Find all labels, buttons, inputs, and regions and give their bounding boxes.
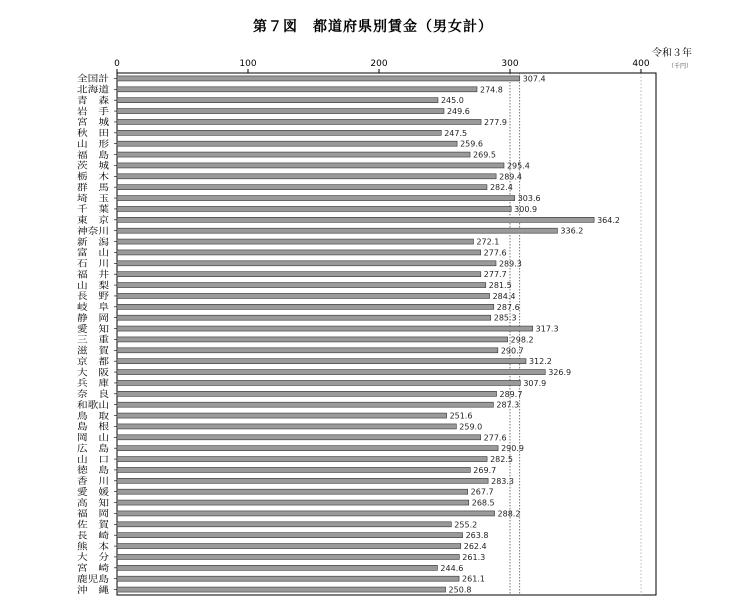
category-label: 茨 城 [77,161,105,172]
category-label: 京 都 [77,357,105,368]
category-label: 栃 木 [77,172,105,183]
bar [117,457,487,462]
bar [117,587,446,592]
category-label: 群 馬 [77,183,105,194]
bar [117,402,493,407]
bar [117,76,520,81]
category-label: 福 岡 [77,509,105,520]
bar [117,283,486,288]
category-label: 兵 庫 [77,379,105,390]
category-label: 東 京 [77,216,105,227]
value-label: 282.4 [489,183,513,193]
value-label: 287.6 [496,302,520,312]
bar [117,130,441,135]
bar [117,370,545,375]
bar [117,380,520,385]
value-label: 290.7 [500,346,524,356]
value-label: 244.6 [440,563,464,573]
category-label: 神奈川 [77,226,105,237]
bar [117,337,508,342]
category-label: 岩 手 [77,107,105,118]
category-label: 山 形 [77,139,105,150]
bar [117,217,594,222]
category-label: 福 島 [77,150,105,161]
bar [117,576,459,581]
bar [117,304,494,309]
category-label: 福 井 [77,270,105,281]
value-label: 277.6 [483,248,507,258]
category-label: 大 分 [77,553,105,564]
bar [117,87,477,92]
category-label: 高 知 [77,498,105,509]
category-label: 徳 島 [77,466,105,477]
value-label: 336.2 [560,226,584,236]
bar [117,141,457,146]
value-label: 268.5 [471,498,495,508]
category-label: 広 島 [77,444,105,455]
value-label: 285.3 [493,313,517,323]
bar [117,554,459,559]
value-label: 261.1 [462,574,485,584]
bar [117,489,468,494]
bar [117,533,463,538]
bar [117,315,491,320]
bar [117,413,447,418]
category-label: 愛 媛 [77,487,105,498]
bar [117,424,456,429]
bar [117,293,490,298]
category-label: 岡 山 [77,433,105,444]
unit-label: （千円） [667,63,692,70]
x-tick-label: 100 [239,59,257,69]
value-label: 303.6 [517,194,541,204]
value-label: 259.6 [460,139,483,149]
category-label: 青 森 [77,96,105,107]
value-label: 249.6 [446,107,470,117]
bar [117,522,451,527]
category-label: 奈 良 [77,390,105,401]
value-label: 307.9 [523,378,547,388]
bar [117,435,481,440]
value-label: 289.3 [498,259,522,269]
value-label: 269.7 [473,465,497,475]
value-label: 269.5 [473,150,496,160]
bar [117,163,504,168]
value-label: 289.4 [499,172,523,182]
value-label: 283.3 [491,476,515,486]
category-label: 長 崎 [77,531,105,542]
value-label: 307.4 [522,74,546,84]
bar [117,250,481,255]
bar [117,228,557,233]
value-label: 312.2 [528,357,552,367]
value-label: 250.8 [448,585,472,595]
bar [117,239,473,244]
category-label: 鳥 取 [77,411,105,422]
value-label: 288.2 [497,509,521,519]
category-label: 全国計 [77,74,105,85]
category-label: 三 重 [77,335,105,346]
bar [117,467,470,472]
category-label: 富 山 [77,248,105,259]
value-label: 255.2 [454,520,478,530]
value-label: 282.5 [490,455,513,465]
bar [117,565,437,570]
value-label: 274.8 [479,85,503,95]
plot-frame [117,73,656,595]
bar [117,109,444,114]
category-label: 岐 阜 [77,303,105,314]
value-label: 289.7 [499,389,523,399]
value-label: 263.8 [465,531,489,541]
value-label: 298.2 [510,335,534,345]
value-label: 300.9 [514,204,538,214]
category-label: 静 岡 [77,313,105,324]
x-tick-label: 300 [501,59,519,69]
value-label: 277.7 [483,270,507,280]
category-label: 石 川 [77,259,105,270]
x-tick-label: 200 [370,59,388,69]
value-label: 284.4 [492,291,516,301]
bar [117,544,461,549]
category-label: 宮 城 [77,118,105,129]
value-label: 251.6 [449,411,473,421]
chart-title: 第７図 都道府県別賃金（男女計） [253,19,493,35]
category-label: 埼 玉 [77,194,105,205]
bar [117,348,498,353]
category-label: 鹿児島 [77,574,105,585]
x-tick-label: 400 [632,59,650,69]
category-label: 大 阪 [77,368,105,379]
value-label: 262.4 [463,542,487,552]
bar [117,478,488,483]
value-label: 267.7 [470,487,494,497]
category-label: 沖 縄 [77,585,105,596]
value-label: 259.0 [459,422,483,432]
value-label: 281.5 [488,281,512,291]
value-label: 247.5 [444,128,468,138]
value-label: 277.9 [484,117,507,127]
x-tick-label: 0 [114,59,120,69]
category-label: 島 根 [77,422,105,433]
bar [117,185,487,190]
value-label: 261.3 [462,552,486,562]
bar [117,446,498,451]
category-label: 愛 知 [77,324,105,335]
value-label: 364.2 [597,215,621,225]
category-label: 長 野 [77,292,105,303]
bar [117,500,469,505]
category-label: 北海道 [77,85,105,96]
bar [117,272,481,277]
category-label: 千 葉 [77,205,105,216]
category-label: 香 川 [77,477,105,488]
value-label: 290.9 [501,444,524,454]
bar [117,174,496,179]
bar [117,206,511,211]
category-label: 佐 賀 [77,520,105,531]
value-label: 245.0 [440,96,464,106]
value-label: 317.3 [535,324,559,334]
value-label: 295.4 [506,161,530,171]
bar [117,359,526,364]
value-label: 326.9 [548,368,572,378]
category-label: 秋 田 [77,129,105,140]
bar [117,511,495,516]
bar [117,119,481,124]
year-label: 令和３年 [652,48,692,59]
bar [117,391,497,396]
bar [117,261,496,266]
category-label: 和歌山 [77,400,105,411]
bar [117,98,438,103]
category-label: 山 梨 [77,281,105,292]
value-label: 277.6 [483,433,507,443]
category-label: 新 潟 [77,237,105,248]
category-label: 熊 本 [77,542,105,553]
bar [117,152,470,157]
category-label: 滋 賀 [77,346,105,357]
bar [117,326,533,331]
value-label: 272.1 [476,237,500,247]
value-label: 287.3 [496,400,520,410]
category-label: 宮 崎 [77,564,105,575]
category-label: 山 口 [77,455,105,466]
bar [117,196,515,201]
